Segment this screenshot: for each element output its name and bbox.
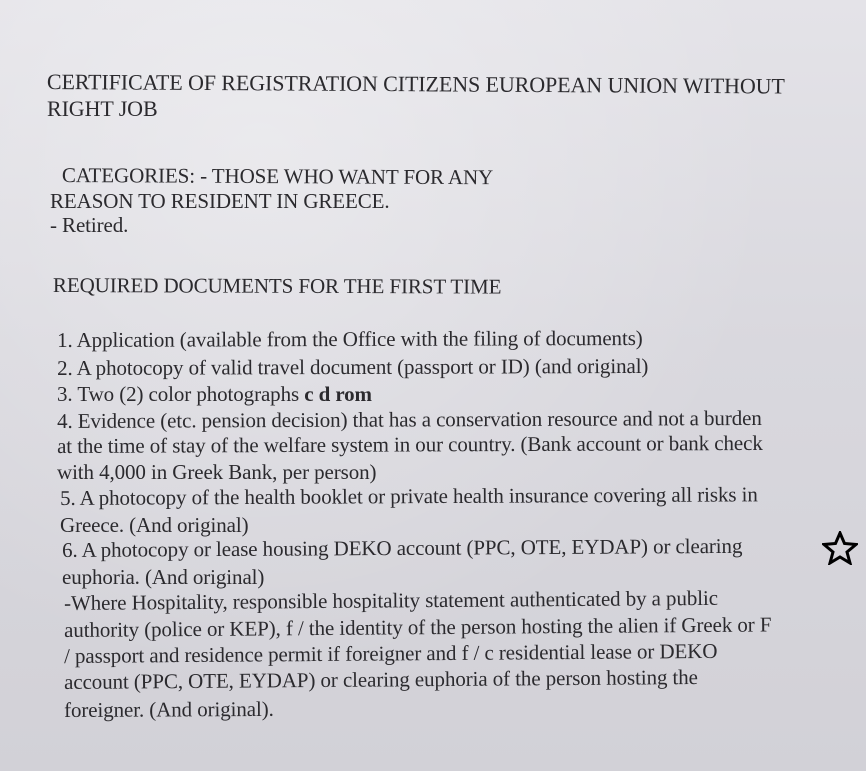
required-heading: REQUIRED DOCUMENTS FOR THE FIRST TIME xyxy=(52,273,502,299)
star-outline-icon xyxy=(822,531,858,565)
item-4-line3: with 4,000 in Greek Bank, per person) xyxy=(57,460,377,484)
hospitality-line2: authority (police or KEP), f / the identity of the person hosting the alien if Greek or F xyxy=(64,612,772,642)
item-2: 2. A photocopy of valid travel document (passport or ID) (and original) xyxy=(57,353,649,380)
item-6-line1: 6. A photocopy or lease housing DEKO account (PPC, OTE, EYDAP) or clearing xyxy=(62,533,743,562)
document-title-line1: CERTIFICATE OF REGISTRATION CITIZENS EUROPEAN UNION WITHOUT xyxy=(46,69,785,99)
item-4-line2: at the time of stay of the welfare system in our country. (Bank account or bank check xyxy=(57,430,763,458)
categories-item: - Retired. xyxy=(50,213,129,237)
hospitality-line4: account (PPC, OTE, EYDAP) or clearing euphoria of the person hosting the xyxy=(64,665,698,694)
hospitality-line1: -Where Hospitality, responsible hospitality statement authenticated by a public xyxy=(64,585,718,615)
item-4-line1: 4. Evidence (etc. pension decision) that has a conservation resource and not a burden xyxy=(57,405,762,433)
hospitality-line5: foreigner. (And original). xyxy=(64,696,274,722)
document-title-line2: RIGHT JOB xyxy=(47,96,158,121)
categories-line1: CATEGORIES: - THOSE WHO WANT FOR ANY xyxy=(61,163,494,190)
item-3 xyxy=(57,382,372,406)
item-1: 1. Application (available from the Office with the filing of documents) xyxy=(57,325,643,352)
categories-line2: REASON TO RESIDENT IN GREECE. xyxy=(50,189,390,213)
item-3-bold: c d rom xyxy=(304,382,372,406)
item-5-line2: Greece. (And original) xyxy=(60,513,249,537)
hospitality-line3: / passport and residence permit if foreigner and f / c residential lease or DEKO xyxy=(64,638,718,668)
item-5-line1: 5. A photocopy of the health booklet or private health insurance covering all risks in xyxy=(60,482,758,510)
item-6-line2: euphoria. (And original) xyxy=(62,565,265,589)
item-3-text: 3. Two (2) color photographs xyxy=(57,382,300,406)
